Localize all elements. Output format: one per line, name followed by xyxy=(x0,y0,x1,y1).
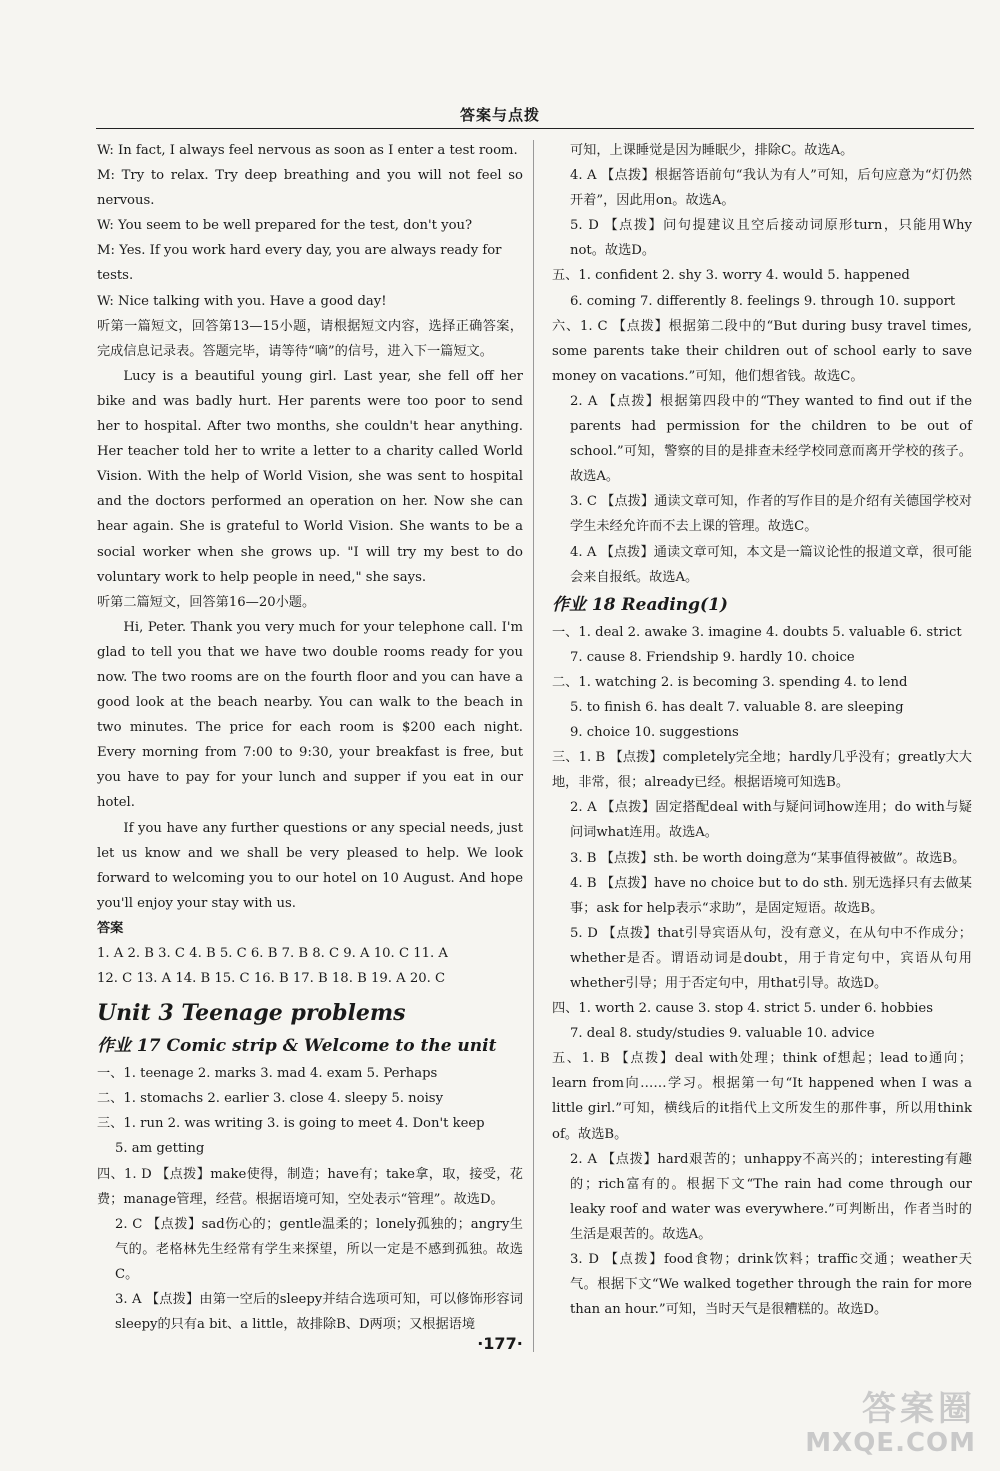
watermark-text-top: 答案圈 xyxy=(862,1389,976,1429)
column-divider xyxy=(533,140,534,1352)
text-line: 四、1. D 【点拨】make使得，制造；have有；take拿，取，接受，花费；manage管理，经营。根据语境可知，空处表示“管理”。故选D。 xyxy=(97,1166,523,1207)
passage-paragraph: If you have any further questions or any special needs, just let us know and we shall be very pleased to help. We look forward to welcoming you to our hotel on 10 August. And hope you'll enjoy your stay with us. xyxy=(97,820,523,911)
text-line: 二、1. stomachs 2. earlier 3. close 4. sleepy 5. noisy xyxy=(97,1091,444,1107)
text-line: 4. A 【点拨】通读文章可知，本文是一篇议论性的报道文章，很可能会来自报纸。故选A。 xyxy=(570,544,972,585)
text-line: M: Yes. If you work hard every day, you are always ready for tests. xyxy=(97,243,502,284)
text-line: 3. D 【点拨】food食物；drink饮料；traffic交通；weather天气。根据下文“We walked together through the rain for more than an hour.”可知，当时天气是很糟糕的。故选D。 xyxy=(570,1252,972,1318)
text-line: 三、1. B 【点拨】completely完全地；hardly几乎没有；greatly大大地，非常，很；already已经。根据语境可知选B。 xyxy=(552,750,972,791)
homework-heading: 作业 18 Reading(1) xyxy=(552,594,728,615)
text-line: 3. B 【点拨】sth. be worth doing意为“某事值得被做”。故选B。 xyxy=(570,850,966,866)
text-line: 2. A 【点拨】固定搭配deal with与疑问词how连用；do with与疑问词what连用。故选A。 xyxy=(570,800,972,841)
text-line: W: In fact, I always feel nervous as soon as I enter a test room. xyxy=(97,143,518,158)
text-line: W: Nice talking with you. Have a good day! xyxy=(97,293,387,309)
text-line: 可知，上课睡觉是因为睡眠少，排除C。故选A。 xyxy=(570,143,854,158)
text-line: 一、1. teenage 2. marks 3. mad 4. exam 5. Perhaps xyxy=(97,1066,438,1082)
text-line: 2. A 【点拨】根据第四段中的“They wanted to find out if the parents had permission for the children to be out of school.”可知，警察的目的是排查未经学校同意而离开学校的孩子。故选A。 xyxy=(570,393,972,485)
passage-paragraph: Hi, Peter. Thank you very much for your telephone call. I'm glad to tell you that we have two double rooms ready for you now. The two rooms are on the fourth floor and you can have a good look at the beach nearby. You can walk to the beach in two minutes. The price for each room is $200 each night. Every morning from 7:00 to 9:30, your breakfast is free, but you have to pay for your lunch and supper if you eat in our hotel. xyxy=(97,619,523,811)
text-line: 2. C 【点拨】sad伤心的；gentle温柔的；lonely孤独的；angry生气的。老格林先生经常有学生来探望，所以一定是不感到孤独。故选C。 xyxy=(115,1216,523,1282)
text-line: M: Try to relax. Try deep breathing and you will not feel so nervous. xyxy=(97,168,523,209)
text-line: 3. C 【点拨】通读文章可知，作者的写作目的是介绍有关德国学校对学生未经允许而不去上课的管理。故选C。 xyxy=(570,494,972,535)
text-line: 5. to finish 6. has dealt 7. valuable 8. are sleeping xyxy=(570,699,904,715)
text-line: 听第一篇短文，回答第13—15小题，请根据短文内容，选择正确答案，完成信息记录表。答题完毕，请等待“嘀”的信号，进入下一篇短文。 xyxy=(97,318,523,359)
text-line: 六、1. C 【点拨】根据第二段中的“But during busy travel times, some parents take their children out of school early to save money on vacations.”可知，他们想省钱。故选C。 xyxy=(552,318,972,384)
text-line: 5. D 【点拨】问句提建议且空后接动词原形turn，只能用Why not。故选D。 xyxy=(570,218,972,259)
text-line: 5. D 【点拨】that引导宾语从句，没有意义，在从句中不作成分；whether是否。谓语动词是doubt，用于肯定句中，宾语从句用whether引导；用于否定句中，用that引导。故选D。 xyxy=(570,925,972,991)
header-rule xyxy=(96,128,974,129)
left-column xyxy=(97,138,523,1337)
text-line: 五、1. confident 2. shy 3. worry 4. would 5. happened xyxy=(552,268,910,284)
text-line: 四、1. worth 2. cause 3. stop 4. strict 5. under 6. hobbies xyxy=(552,1001,933,1017)
passage-paragraph: Lucy is a beautiful young girl. Last year, she fell off her bike and was badly hurt. Her parents were too poor to send her to hospital. After two months, she couldn't hear anything. Her teacher told her to write a letter to a charity called World Vision. With the help of World Vision, she was sent to hospital and the doctors performed an operation on her. Now she can hear again. She is grateful to World Vision. She wants to be a social worker when she grows up. "I will try my best to do voluntary work to help people in need," she says. xyxy=(97,368,523,585)
right-column xyxy=(552,138,972,1322)
page-number: ·177· xyxy=(477,1334,523,1353)
watermark-logo xyxy=(805,1390,976,1458)
text-line: 一、1. deal 2. awake 3. imagine 4. doubts 5. valuable 6. strict xyxy=(552,624,962,640)
text-line: 12. C 13. A 14. B 15. C 16. B 17. B 18. B 19. A 20. C xyxy=(97,971,446,987)
text-line: 5. am getting xyxy=(115,1141,205,1157)
unit-heading: Unit 3 Teenage problems xyxy=(97,1000,406,1027)
text-line: 4. A 【点拨】根据答语前句“我认为有人”可知，后句应意为“灯仍然开着”，因此用on。故选A。 xyxy=(570,168,972,209)
text-line: 4. B 【点拨】have no choice but to do sth. 别无选择只有去做某事；ask for help表示“求助”，是固定短语。故选B。 xyxy=(570,875,972,916)
text-line: 3. A 【点拨】由第一空后的sleepy并结合选项可知，可以修饰形容词sleepy的只有a bit、a little，故排除B、D两项；又根据语境 xyxy=(115,1292,523,1333)
text-line: 2. A 【点拨】hard艰苦的；unhappy不高兴的；interesting有趣的；rich富有的。根据下文“The rain had come through our leaky roof and water was everywhere.”可判断出，作者当时的生活是艰苦的。故选A。 xyxy=(570,1151,972,1242)
watermark-text-bottom: MXQE.COM xyxy=(805,1428,976,1458)
answer-label: 答案 xyxy=(97,920,124,936)
text-line: 三、1. run 2. was writing 3. is going to meet 4. Don't keep xyxy=(97,1116,485,1132)
text-line: 6. coming 7. differently 8. feelings 9. through 10. support xyxy=(570,293,956,309)
text-line: 9. choice 10. suggestions xyxy=(570,725,739,741)
text-line: 二、1. watching 2. is becoming 3. spending 4. to lend xyxy=(552,674,908,690)
text-line: 7. deal 8. study/studies 9. valuable 10. advice xyxy=(570,1026,875,1042)
page-header-title: 答案与点拨 xyxy=(459,106,540,124)
homework-heading: 作业 17 Comic strip & Welcome to the unit xyxy=(97,1036,497,1057)
text-line: 7. cause 8. Friendship 9. hardly 10. choice xyxy=(570,649,855,665)
text-line: 五、1. B 【点拨】deal with处理；think of想起；lead to通向；learn from向……学习。根据第一句“It happened when I was a little girl.”可知，横线后的it指代上文所发生的那件事，所以用think of。故选B。 xyxy=(552,1051,972,1142)
text-line: W: You seem to be well prepared for the test, don't you? xyxy=(97,218,473,234)
text-line: 听第二篇短文，回答第16—20小题。 xyxy=(97,594,316,610)
text-line: 1. A 2. B 3. C 4. B 5. C 6. B 7. B 8. C 9. A 10. C 11. A xyxy=(97,946,448,961)
